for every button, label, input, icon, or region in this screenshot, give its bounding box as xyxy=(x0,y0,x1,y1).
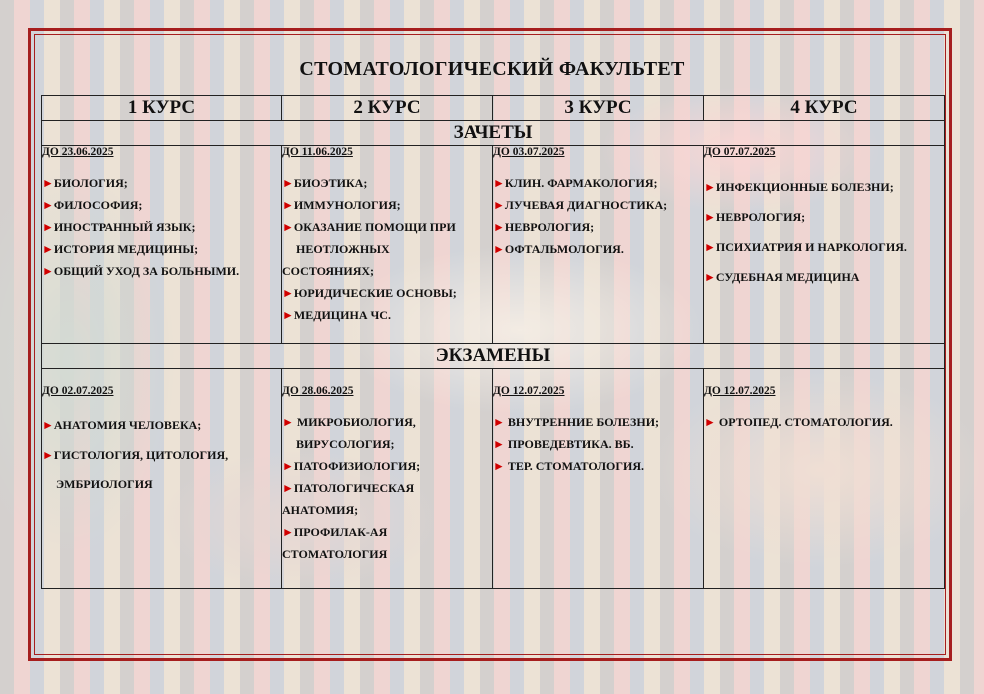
arrow-marker-icon: ► xyxy=(493,220,505,234)
zachety-course-2-cell xyxy=(282,146,493,344)
arrow-marker-icon: ► xyxy=(493,437,505,451)
zachety-row xyxy=(42,146,945,344)
deadline: ДО 02.07.2025 xyxy=(42,385,114,397)
list-item: ►КЛИН. ФАРМАКОЛОГИЯ; xyxy=(493,176,658,190)
list-item-continuation: СТОМАТОЛОГИЯ xyxy=(282,547,388,561)
arrow-marker-icon: ► xyxy=(493,242,505,256)
list-item: ►ЮРИДИЧЕСКИЕ ОСНОВЫ; xyxy=(282,286,457,300)
list-item: ►ФИЛОСОФИЯ; xyxy=(42,198,143,212)
list-item: ►ЛУЧЕВАЯ ДИАГНОСТИКА; xyxy=(493,198,668,212)
list-item: ►МЕДИЦИНА ЧС. xyxy=(282,308,391,322)
arrow-marker-icon: ► xyxy=(282,198,294,212)
arrow-marker-icon: ► xyxy=(42,176,54,190)
ekzameny-course-1-cell xyxy=(42,369,282,589)
deadline: ДО 12.07.2025 xyxy=(493,385,565,397)
list-item: ► МИКРОБИОЛОГИЯ, xyxy=(282,415,416,429)
arrow-marker-icon: ► xyxy=(704,180,716,194)
arrow-marker-icon: ► xyxy=(282,286,294,300)
ekzameny-row xyxy=(42,369,945,589)
deadline: ДО 23.06.2025 xyxy=(42,146,114,158)
section-zachety-header: ЗАЧЕТЫ xyxy=(42,121,945,146)
list-item-continuation: АНАТОМИЯ; xyxy=(282,503,359,517)
deadline: ДО 11.06.2025 xyxy=(282,146,353,158)
arrow-marker-icon: ► xyxy=(42,447,54,462)
ekzameny-course-3-cell xyxy=(493,369,704,589)
course-2-header: 2 КУРС xyxy=(282,96,493,121)
list-item: ►ОБЩИЙ УХОД ЗА БОЛЬНЫМИ. xyxy=(42,264,240,278)
list-item: ►БИОЭТИКА; xyxy=(282,176,368,190)
arrow-marker-icon: ► xyxy=(704,415,716,429)
list-item: ► ПРОВЕДЕВТИКА. ВБ. xyxy=(493,437,634,451)
schedule-table xyxy=(41,95,945,589)
arrow-marker-icon: ► xyxy=(282,459,294,473)
list-item: ►ГИСТОЛОГИЯ, ЦИТОЛОГИЯ, xyxy=(42,447,229,462)
list-item: ►НЕВРОЛОГИЯ; xyxy=(704,210,806,224)
course-3-header: 3 КУРС xyxy=(493,96,704,121)
zachety-course-3-cell xyxy=(493,146,704,344)
list-item-continuation: НЕОТЛОЖНЫХ xyxy=(296,242,390,256)
arrow-marker-icon: ► xyxy=(42,418,54,432)
page-title: СТОМАТОЛОГИЧЕСКИЙ ФАКУЛЬТЕТ xyxy=(299,58,685,80)
arrow-marker-icon: ► xyxy=(282,220,294,234)
course-4-header: 4 КУРС xyxy=(704,96,945,121)
list-item: ►АНАТОМИЯ ЧЕЛОВЕКА; xyxy=(42,418,202,432)
arrow-marker-icon: ► xyxy=(282,481,294,495)
list-item-continuation: СОСТОЯНИЯХ; xyxy=(282,264,375,278)
arrow-marker-icon: ► xyxy=(704,270,716,284)
list-item-continuation: ЭМБРИОЛОГИЯ xyxy=(56,477,153,491)
list-item: ►ОФТАЛЬМОЛОГИЯ. xyxy=(493,242,624,256)
arrow-marker-icon: ► xyxy=(282,415,294,429)
deadline: ДО 03.07.2025 xyxy=(493,146,565,158)
list-item: ► ВНУТРЕННИЕ БОЛЕЗНИ; xyxy=(493,415,660,429)
arrow-marker-icon: ► xyxy=(493,198,505,212)
arrow-marker-icon: ► xyxy=(493,176,505,190)
deadline: ДО 07.07.2025 xyxy=(704,146,776,158)
arrow-marker-icon: ► xyxy=(282,525,294,539)
list-item: ►ПРОФИЛАК-АЯ xyxy=(282,525,388,539)
arrow-marker-icon: ► xyxy=(282,176,294,190)
arrow-marker-icon: ► xyxy=(493,459,505,473)
arrow-marker-icon: ► xyxy=(704,210,716,224)
list-item: ►ПАТОЛОГИЧЕСКАЯ xyxy=(282,481,415,495)
deadline: ДО 12.07.2025 xyxy=(704,385,776,397)
arrow-marker-icon: ► xyxy=(493,415,505,429)
course-1-header: 1 КУРС xyxy=(42,96,282,121)
list-item: ►БИОЛОГИЯ; xyxy=(42,176,128,190)
list-item: ►ИСТОРИЯ МЕДИЦИНЫ; xyxy=(42,242,199,256)
zachety-course-4-cell xyxy=(704,146,945,344)
arrow-marker-icon: ► xyxy=(42,264,54,278)
list-item: ►СУДЕБНАЯ МЕДИЦИНА xyxy=(704,270,860,284)
section-ekzameny-header: ЭКЗАМЕНЫ xyxy=(42,344,945,369)
ekzameny-course-2-cell xyxy=(282,369,493,589)
list-item: ►ИНОСТРАННЫЙ ЯЗЫК; xyxy=(42,220,196,234)
list-item: ►ПСИХИАТРИЯ И НАРКОЛОГИЯ. xyxy=(704,240,907,254)
list-item: ►ПАТОФИЗИОЛОГИЯ; xyxy=(282,459,421,473)
list-item: ►ОКАЗАНИЕ ПОМОЩИ ПРИ xyxy=(282,220,456,234)
arrow-marker-icon: ► xyxy=(42,220,54,234)
list-item-continuation: ВИРУСОЛОГИЯ; xyxy=(296,437,395,451)
arrow-marker-icon: ► xyxy=(42,242,54,256)
arrow-marker-icon: ► xyxy=(42,198,54,212)
list-item: ►НЕВРОЛОГИЯ; xyxy=(493,220,595,234)
list-item: ► ТЕР. СТОМАТОЛОГИЯ. xyxy=(493,459,645,473)
course-header-row xyxy=(42,96,945,121)
arrow-marker-icon: ► xyxy=(704,240,716,254)
zachety-course-1-cell xyxy=(42,146,282,344)
arrow-marker-icon: ► xyxy=(282,308,294,322)
deadline: ДО 28.06.2025 xyxy=(282,385,354,397)
list-item: ►ИНФЕКЦИОННЫЕ БОЛЕЗНИ; xyxy=(704,180,894,194)
list-item: ►ИММУНОЛОГИЯ; xyxy=(282,198,401,212)
ekzameny-course-4-cell xyxy=(704,369,945,589)
list-item: ► ОРТОПЕД. СТОМАТОЛОГИЯ. xyxy=(704,415,893,429)
